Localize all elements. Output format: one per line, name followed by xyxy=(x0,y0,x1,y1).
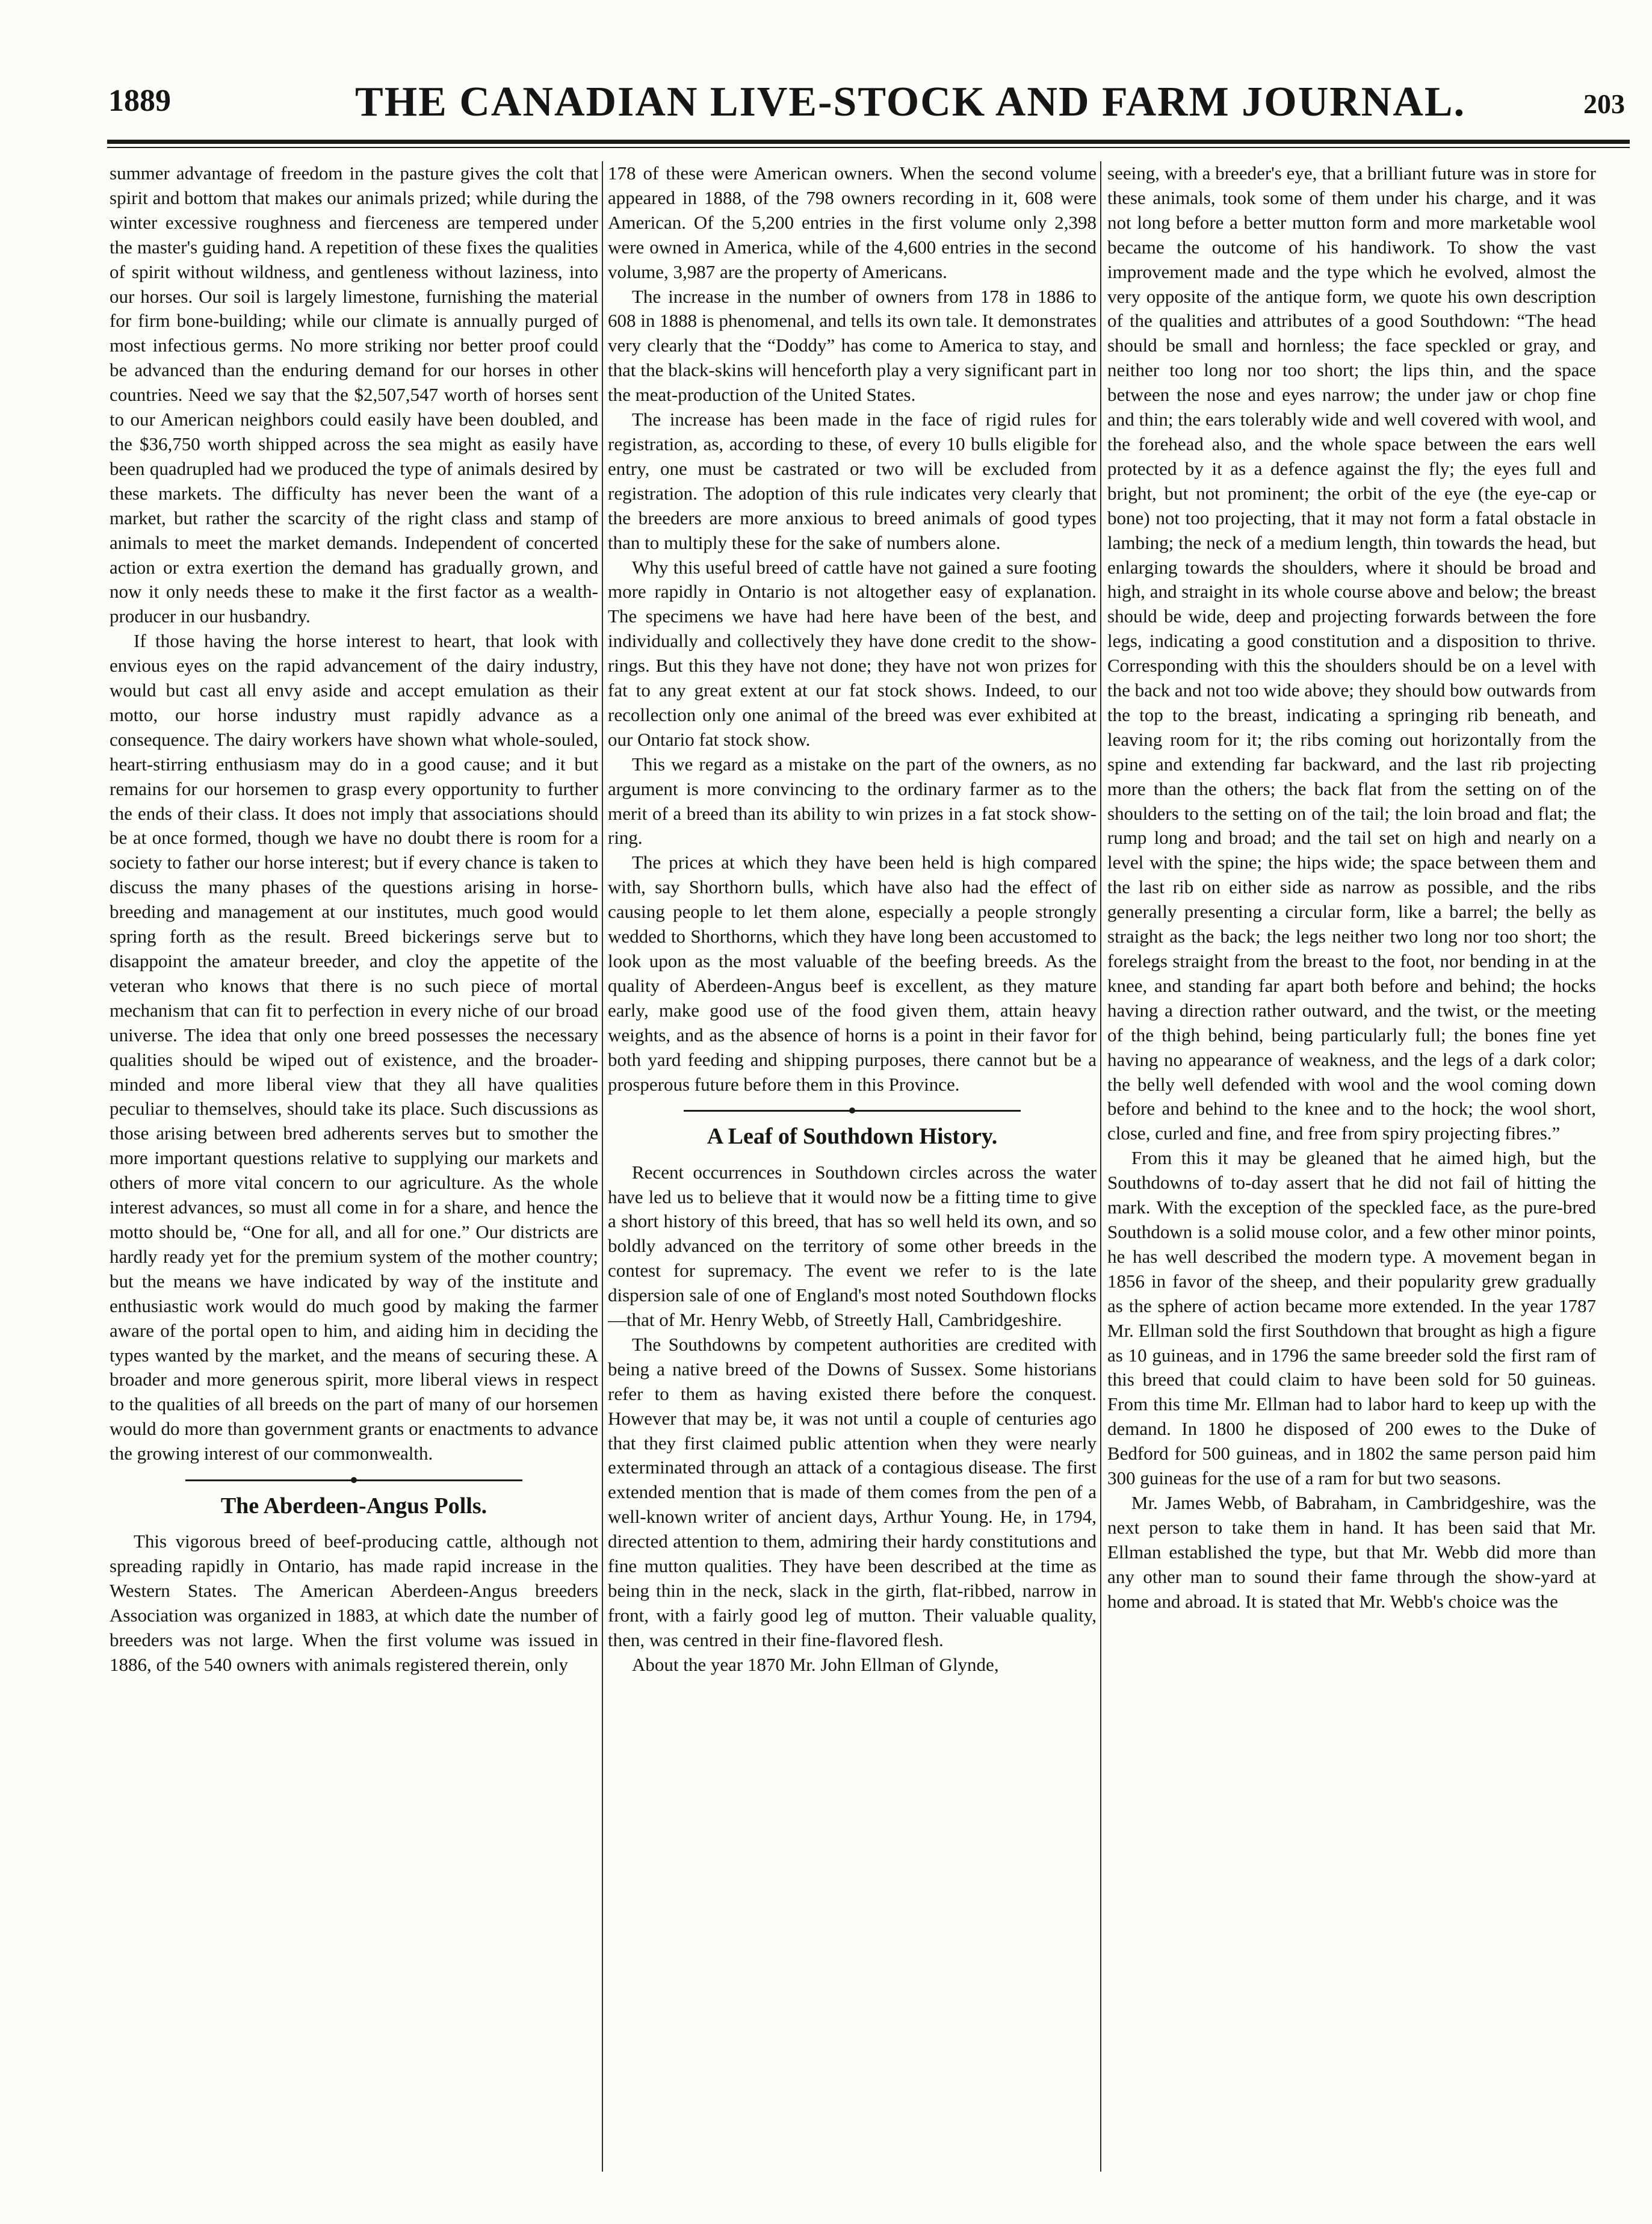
paragraph: The Southdowns by competent authorities are credited with being a native breed of the Downs of Sussex. Some historians refer to them as having existed there before the conquest. However that may be, it was not until a couple of centuries ago that they first claimed public attention when they were nearly exterminated through an attack of a contagious disease. The first extended mention that is made of them comes from the pen of a well-known writer of ancient days, Arthur Young. He, in 1794, directed attention to them, admiring their hardy constitutions and fine mutton qualities. They have been described at the time as being thin in the neck, slack in the girth, flat-ribbed, narrow in front, with a fairly good leg of mutton. Their valuable quality, then, was centred in their fine-flavored flesh. xyxy=(608,1333,1097,1650)
paragraph: The increase in the number of owners from 178 in 1886 to 608 in 1888 is phenomenal, and tells its own tale. It demonstrates very clearly that the “Doddy” has come to America to stay, and that the black-skins will henceforth play a very significant part in the meat-production of the United States. xyxy=(608,285,1097,406)
paragraph: seeing, with a breeder's eye, that a brilliant future was in store for these animals, took some of them under his charge, and it was not long before a better mutton form and more marketable wool became the outcome of his handiwork. To show the vast improvement made and the type which he evolved, almost the very opposite of the antique form, we quote his own description of the qualities and attributes of a good Southdown: “The head should be small and hornless; the face speckled or gray, and neither too long nor too short; the lips thin, and the space between the nose and eyes narrow; the under jaw or chop fine and thin; the ears tolerably wide and well covered with wool, and the forehead also, and the whole space between the ears well protected by it as a defence against the fly; the eyes full and bright, but not prominent; the orbit of the eye (the eye-cap or bone) not too projecting, that it may not form a fatal obstacle in lambing; the neck of a medium length, thin towards the head, but enlarging towards the shoulders, where it should be broad and high, and straight in its whole course above and below; the breast should be wide, deep and projecting forwards between the fore legs, indicating a good constitution and a disposition to thrive. Corresponding with this the shoulders should be on a level with the back and not too wide above; they should bow outwards from the top to the breast, indicating a springing rib beneath, and leaving room for it; the ribs coming out horizontally from the spine and extending far backward, and the last rib projecting more than the others; the back flat from the setting on of the shoulders to the setting on of the tail; the loin broad and flat; the rump long and broad; and the tail set on high and nearly on a level with the spine; the hips wide; the space between them and the last rib on either side as narrow as possible, and the ribs generally presenting a circular form, like a barrel; the belly as straight as the back; the legs neither two long nor too short; the forelegs straight from the breast to the foot, nor bending in at the knee, and standing far apart both before and behind; the hocks having a direction rather outward, and the twist, or the meeting of the thigh behind, being particularly full; the bones fine yet having no appearance of weakness, and the legs of a dark color; the belly well defended with wool and the wool coming down before and behind to the knee and to the hock; the wool short, close, curled and fine, and free from spiry projecting fibres.” xyxy=(1107,163,1596,1144)
column-3 xyxy=(1107,161,1596,2172)
paragraph: The prices at which they have been held is high compared with, say Shorthorn bulls, which have also had the effect of causing people to let them alone, especially a people strongly wedded to Shorthorns, which they have long been accustomed to look upon as the most valuable of the beefing breeds. As the quality of Aberdeen-Angus beef is excellent, as they mature early, make good use of the food given them, attain heavy weights, and as the absence of horns is a point in their favor for both yard feeding and shipping purposes, there cannot but be a prosperous future before them in this Province. xyxy=(608,852,1097,1095)
paragraph: About the year 1870 Mr. John Ellman of Glynde, xyxy=(632,1653,999,1675)
journal-title: THE CANADIAN LIVE-STOCK AND FARM JOURNAL. xyxy=(355,79,1466,125)
column-divider xyxy=(1100,161,1101,2172)
issue-year: 1889 xyxy=(108,84,171,118)
paragraph: The increase has been made in the face of rigid rules for registration, as, according to these, of every 10 bulls eligible for entry, one must be castrated or two will be excluded from registration. The adoption of this rule indicates very clearly that the breeders are more anxious to breed animals of good types than to multiply these for the sake of numbers alone. xyxy=(608,409,1097,553)
header-rule xyxy=(107,140,1630,144)
page-number: 203 xyxy=(1583,88,1625,119)
paragraph: If those having the horse interest to heart, that look with envious eyes on the rapid advancement of the dairy industry, would but cast all envy aside and accept emulation as their motto, our horse industry must rapidly advance as a consequence. The dairy workers have shown what whole-souled, heart-stirring enthusiasm may do in a good cause; and it but remains for our horsemen to grasp every opportunity to further the ends of their class. It does not imply that associations should be at once formed, though we have no doubt there is room for a society to father our horse interest; but if every chance is taken to discuss the many phases of the questions arising in horse-breeding and management at our institutes, much good would spring forth as the result. Breed bickerings serve but to disappoint the amateur breeder, and cloy the appetite of the veteran who knows that there is no such piece of mortal mechanism that can fit to perfection in every niche of our broad universe. The idea that only one breed possesses the necessary qualities should be wiped out of existence, and the broader-minded and more liberal view that they all have qualities peculiar to themselves, should take its place. Such discussions as those arising between bred adherents serves but to smother the more important questions relative to supplying our markets and others of more vital concern to our agriculture. As the whole interest advances, so must all come in for a share, and hence the motto should be, “One for all, and all for one.” Our districts are hardly ready yet for the premium system of the mother country; but the means we have indicated by way of the institute and enthusiastic work would do much good by making the farmer aware of the portal open to him, and aiding him in deciding the types wanted by the market, and the means of securing these. A broader and more generous spirit, more liberal views in respect to the qualities of all breeds on the part of many of our horsemen would do more than government grants or enactments to advance the growing interest of our commonwealth. xyxy=(110,630,598,1464)
paragraph: Mr. James Webb, of Babraham, in Cambridgeshire, was the next person to take them in hand. It has been said that Mr. Ellman established the type, but that Mr. Webb did more than any other man to sound their fame through the show-yard at home and abroad. It is stated that Mr. Webb's choice was the xyxy=(1107,1491,1596,1612)
paragraph: summer advantage of freedom in the pasture gives the colt that spirit and bottom that makes our animals prized; while during the winter excessive roughness and fierceness are tempered under the master's guiding hand. A repetition of these fixes the qualities of spirit without wildness, and gentleness without laziness, into our horses. Our soil is largely limestone, furnishing the material for firm bone-building; while our climate is annually purged of most infectious germs. No more striking nor better proof could be advanced than the enduring demand for our horses in other countries. Need we say that the $2,507,547 worth of horses sent to our American neighbors could easily have been doubled, and the $36,750 worth shipped across the sea might as easily have been quadrupled had we produced the type of animals desired by these markets. The difficulty has never been the want of a market, but rather the scarcity of the right class and stamp of animals to meet the market demands. Independent of concerted action or extra exertion the demand has gradually grown, and now it only needs these to make it the first factor as a wealth-producer in our husbandry. xyxy=(110,163,598,627)
page-header xyxy=(102,72,1631,129)
column-2 xyxy=(608,161,1097,2172)
paragraph: From this it may be gleaned that he aimed high, but the Southdowns of to-day assert that he did not fail of hitting the mark. With the exception of the speckled face, as the pure-bred Southdown is a solid mouse color, and a few other minor points, he has well described the modern type. A movement began in 1856 in favor of the sheep, and their popularity grew gradually as the sphere of action became more extended. In the year 1787 Mr. Ellman sold the first Southdown that brought as high a figure as 10 guineas, and in 1796 the same breeder sold the first ram of this breed that could claim to have been sold for 50 guineas. From this time Mr. Ellman had to labor hard to keep up with the demand. In 1800 he disposed of 200 ewes to the Duke of Bedford for 500 guineas, and in 1802 the same person paid him 300 guineas for the use of a ram for but two seasons. xyxy=(1107,1147,1596,1489)
paragraph: Why this useful breed of cattle have not gained a sure footing more rapidly in Ontario is not altogether easy of explanation. The specimens we have had here have been of the best, and individually and collectively they have done credit to the show-rings. But this they have not done; they have not won prizes for fat to any great extent at our fat stock shows. Indeed, to our recollection only one animal of the breed was ever exhibited at our Ontario fat stock show. xyxy=(608,556,1097,750)
article-heading-aberdeen-angus: The Aberdeen-Angus Polls. xyxy=(220,1493,487,1519)
section-separator xyxy=(185,1479,522,1481)
paragraph: 178 of these were American owners. When the second volume appeared in 1888, of the 798 owners recording in it, 608 were American. Of the 5,200 entries in the first volume only 2,398 were owned in America, while of the 4,600 entries in the second volume, 3,987 are the property of Americans. xyxy=(608,163,1097,282)
paragraph: Recent occurrences in Southdown circles across the water have led us to believe that it would now be a fitting time to give a short history of this breed, that has so well held its own, and so boldly advanced on the territory of some other breeds in the contest for supremacy. The event we refer to is the late dispersion sale of one of England's most noted Southdown flocks—that of Mr. Henry Webb, of Streetly Hall, Cambridgeshire. xyxy=(608,1161,1097,1331)
section-separator xyxy=(684,1110,1021,1112)
article-heading-southdown: A Leaf of Southdown History. xyxy=(707,1124,998,1150)
column-1 xyxy=(110,161,598,2172)
header-rule-thin xyxy=(107,147,1630,148)
paragraph: This vigorous breed of beef-producing cattle, although not spreading rapidly in Ontario, has made rapid increase in the Western States. The American Aberdeen-Angus breeders Association was organized in 1883, at which date the number of breeders was not large. When the first volume was issued in 1886, of the 540 owners with animals registered therein, only xyxy=(110,1531,598,1675)
paragraph: This we regard as a mistake on the part of the owners, as no argument is more convincing to the ordinary farmer as to the merit of a breed than its ability to win prizes in a fat stock show-ring. xyxy=(608,753,1097,849)
column-divider xyxy=(602,161,603,2172)
